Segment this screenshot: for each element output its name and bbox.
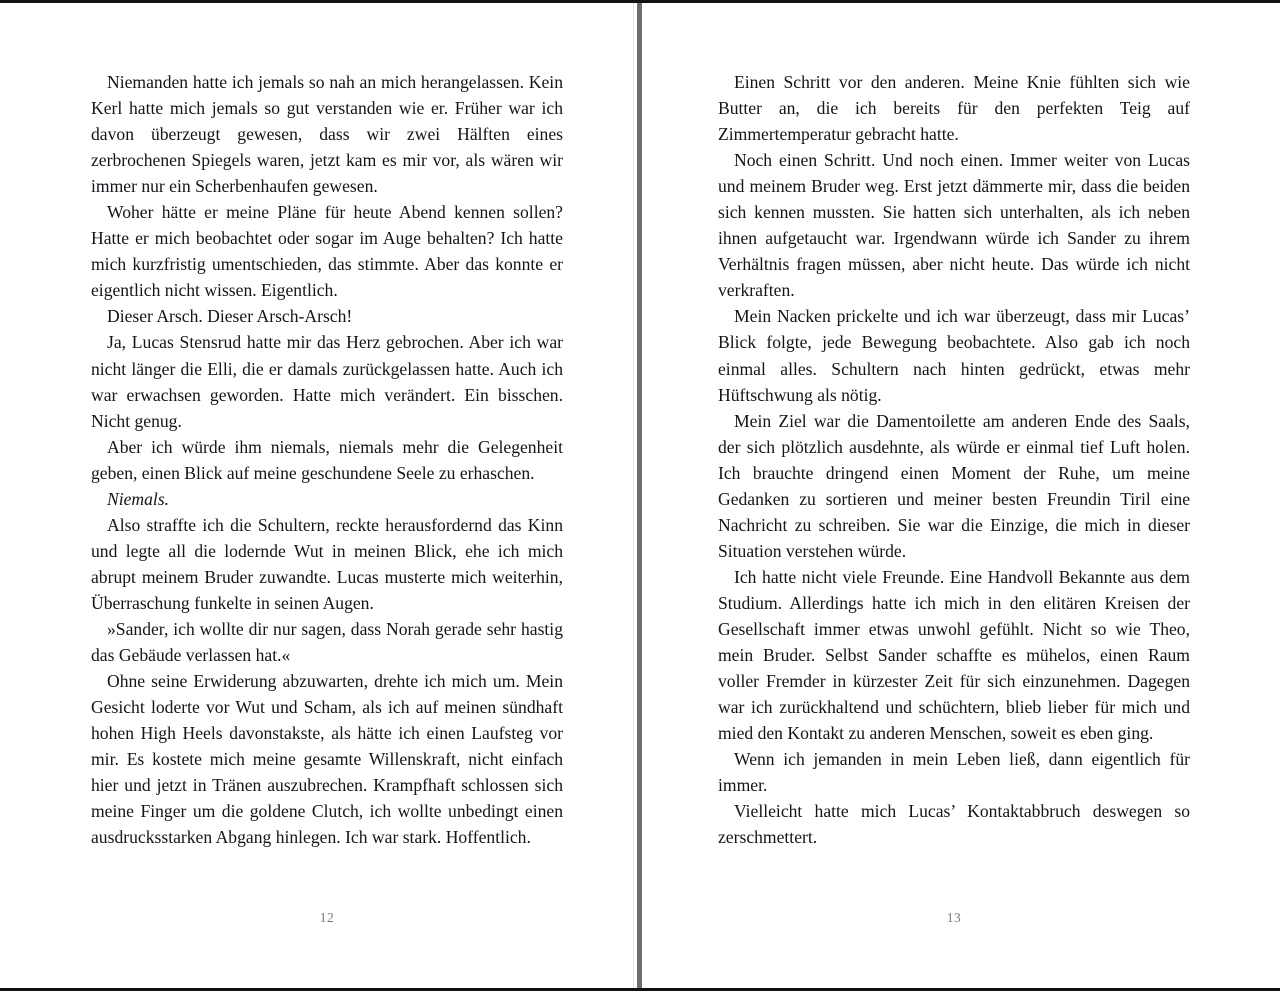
- page-left: [0, 3, 637, 988]
- paragraph: Dieser Arsch. Dieser Arsch-Arsch!: [107, 306, 353, 327]
- page-right-text-block: [718, 69, 1190, 850]
- page-right: [642, 3, 1280, 988]
- paragraph-dialogue: »Sander, ich wollte dir nur sagen, dass Norah gerade sehr hastig das Gebäude verlassen hat.«: [91, 618, 563, 666]
- paragraph: Ja, Lucas Stensrud hatte mir das Herz gebrochen. Aber ich war nicht länger die Elli, die er damals zurückgelassen hatte. Auch ich war erwachsen geworden. Hatte mich verändert. Ein bisschen. Nicht genug.: [91, 332, 563, 431]
- paragraph: Niemanden hatte ich jemals so nah an mich herangelassen. Kein Kerl hatte mich jemals so gut verstanden wie er. Früher war ich davon überzeugt gewesen, dass wir zwei Hälften eines zerbrochenen Spiegels waren, jetzt kam es mir vor, als wären wir immer nur ein Scherbenhaufen gewesen.: [91, 72, 563, 197]
- paragraph: Einen Schritt vor den anderen. Meine Knie fühlten sich wie Butter an, die ich bereits für den perfekten Teig auf Zimmertemperatur gebracht hatte.: [718, 72, 1190, 145]
- page-number-right: 13: [946, 910, 962, 925]
- paragraph-emphasis: Niemals.: [107, 488, 170, 509]
- paragraph: Aber ich würde ihm niemals, niemals mehr die Gelegenheit geben, einen Blick auf meine geschundene Seele zu erhaschen.: [91, 436, 563, 483]
- paragraph: Mein Ziel war die Damentoilette am anderen Ende des Saals, der sich plötzlich ausdehnte, als würde er einmal tief Luft holen. Ich brauchte dringend einen Moment der Ruhe, um meine Gedanken zu sortieren und meiner besten Freundin Tiril eine Nachricht zu schreiben. Sie war die Einzige, die mich in dieser Situation verstehen würde.: [718, 410, 1190, 561]
- page-bottom-trim-edge: [0, 988, 1280, 991]
- paragraph: Mein Nacken prickelte und ich war überzeugt, dass mir Lucas’ Blick folgte, jede Bewegung beobachtete. Also gab ich noch einmal alles. Schultern nach hinten gedrückt, etwas mehr Hüftschwung als nötig.: [718, 306, 1190, 405]
- paragraph: Ich hatte nicht viele Freunde. Eine Handvoll Bekannte aus dem Studium. Allerdings hatte ich mich in den elitären Kreisen der Gesellschaft immer etwas unwohl gefühlt. Nicht so wie Theo, mein Bruder. Selbst Sander schaffte es mühelos, einen Raum voller Fremder in kürzester Zeit für sich einzunehmen. Dagegen war ich zurückhaltend und schüchtern, blieb lieber für mich und mied den Kontakt zu anderen Menschen, soweit es eben ging.: [718, 566, 1190, 744]
- paragraph: Also straffte ich die Schultern, reckte herausfordernd das Kinn und legte all die lodernde Wut in meinen Blick, ehe ich mich abrupt meinem Bruder zuwandte. Lucas musterte mich weiterhin, Überraschung funkelte in seinen Augen.: [91, 514, 563, 613]
- paragraph: Ohne seine Erwiderung abzuwarten, drehte ich mich um. Mein Gesicht loderte vor Wut und Scham, als ich auf meinen sündhaft hohen High Heels davonstakste, als hätte ich einen Laufsteg vor mir. Es kostete mich meine gesamte Willenskraft, nicht einfach hier und jetzt in Tränen auszubrechen. Krampfhaft schlossen sich meine Finger um die goldene Clutch, ich wollte unbedingt einen ausdrucksstarken Abgang hinlegen. Ich war stark. Hoffentlich.: [91, 671, 563, 848]
- paragraph: Woher hätte er meine Pläne für heute Abend kennen sollen? Hatte er mich beobachtet oder sogar im Auge behalten? Ich hatte mich kurzfristig umentschieden, das stimmte. Aber das konnte er eigentlich nicht wissen. Eigentlich.: [91, 202, 563, 301]
- paragraph: Vielleicht hatte mich Lucas’ Kontaktabbruch deswegen so zerschmettert.: [718, 801, 1190, 848]
- page-left-text-block: [91, 69, 563, 850]
- paragraph: Wenn ich jemanden in mein Leben ließ, dann eigentlich für immer.: [718, 749, 1190, 796]
- paragraph: Noch einen Schritt. Und noch einen. Immer weiter von Lucas und meinem Bruder weg. Erst jetzt dämmerte mir, dass die beiden sich kennen mussten. Sie hatten sich unterhalten, als ich neben ihnen aufgetaucht war. Irgendwann würde ich Sander zu ihrem Verhältnis fragen müssen, aber nicht heute. Das würde ich nicht verkraften.: [718, 150, 1190, 301]
- page-number-left: 12: [319, 910, 335, 925]
